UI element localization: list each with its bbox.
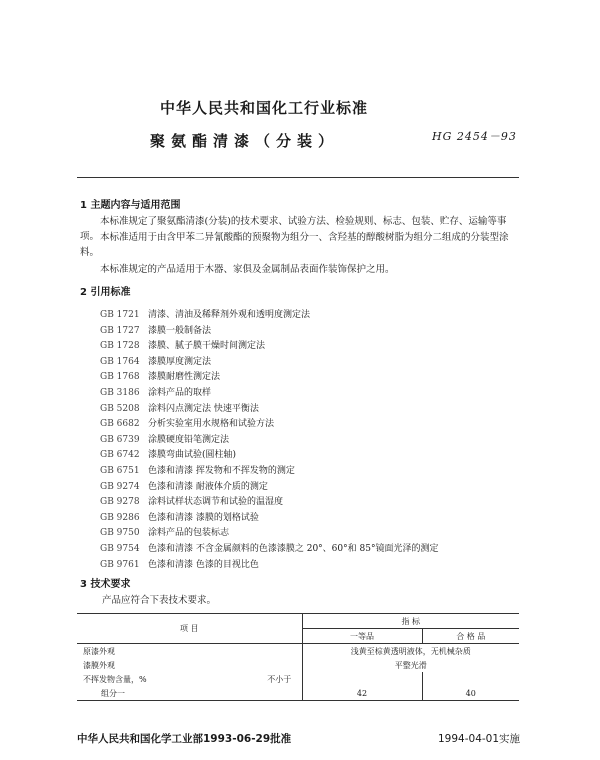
row-item: 原漆外观 [83, 646, 115, 656]
reference-item [100, 323, 211, 336]
reference-code: GB 6751 [100, 466, 140, 476]
section-2-heading: 2 引用标准 [80, 287, 131, 298]
reference-item [100, 354, 211, 367]
row-value [422, 672, 519, 686]
table-row [77, 644, 519, 659]
reference-item [100, 510, 259, 523]
reference-title: 色漆和清漆 不含金属颜料的色漆漆膜之 20°、60°和 85°镜面光泽的测定 [148, 544, 439, 554]
effective-date: 1994-04-01实施 [438, 733, 521, 745]
reference-title: 分析实验室用水规格和试验方法 [148, 419, 275, 430]
reference-code: GB 1727 [100, 325, 140, 336]
reference-item [100, 494, 283, 507]
reference-code: GB 9754 [100, 544, 140, 554]
header-qualified-grade: 合 格 品 [422, 629, 519, 644]
standard-code: HG 2454－93 [432, 130, 517, 143]
reference-title: 漆膜、腻子膜干燥时间测定法 [148, 341, 266, 352]
section-1-heading: 1 主题内容与适用范围 [80, 200, 181, 211]
table-row [77, 672, 519, 686]
reference-title: 涂料闪点测定法 快速平衡法 [148, 403, 259, 414]
reference-code: GB 9750 [100, 528, 140, 539]
header-index: 指 标 [302, 614, 519, 629]
reference-code: GB 5208 [100, 403, 140, 414]
row-value: 平整光滑 [302, 658, 519, 672]
row-value-first: 42 [302, 686, 422, 701]
reference-code: GB 9761 [100, 559, 140, 570]
technical-requirements-table [77, 613, 519, 701]
row-value [302, 672, 422, 686]
reference-title: 色漆和清漆 色漆的目视比色 [148, 559, 259, 570]
row-note: 不小于 [267, 674, 292, 684]
reference-item [100, 401, 259, 414]
reference-item [100, 447, 236, 460]
reference-item [100, 369, 220, 382]
reference-item [100, 463, 295, 476]
row-item: 漆膜外观 [83, 660, 115, 670]
section-1-paragraph: 本标准规定了聚氨酯清漆(分装)的技术要求、试验方法、检验规则、标志、包装、贮存、运输等事项。 [80, 216, 507, 242]
reference-item [100, 541, 438, 554]
reference-title: 清漆、清油及稀释剂外观和透明度测定法 [148, 310, 311, 320]
reference-title: 涂料试样状态调节和试验的温湿度 [148, 497, 284, 508]
reference-title: 漆膜一般制备法 [148, 325, 212, 336]
reference-code: GB 6682 [100, 419, 140, 430]
reference-code: GB 1764 [100, 356, 140, 367]
reference-title: 色漆和清漆 耐液体介质的测定 [148, 481, 268, 492]
reference-title: 漆膜耐磨性测定法 [148, 372, 221, 383]
reference-code: GB 1768 [100, 372, 140, 383]
reference-code: GB 6739 [100, 434, 140, 445]
reference-item [100, 385, 211, 398]
reference-code: GB 9278 [100, 497, 140, 508]
reference-item [100, 525, 229, 538]
table-row [77, 686, 519, 701]
reference-code: GB 6742 [100, 450, 140, 461]
section-3-heading: 3 技术要求 [80, 579, 131, 590]
reference-title: 色漆和清漆 挥发物和不挥发物的测定 [148, 466, 295, 476]
reference-title: 涂膜硬度铅笔测定法 [148, 434, 230, 445]
reference-item [100, 338, 265, 351]
row-item: 组分一 [77, 686, 302, 701]
row-value-qualified: 40 [422, 686, 519, 701]
header-rule [77, 177, 519, 178]
reference-title: 漆膜厚度测定法 [148, 356, 212, 367]
reference-code: GB 1728 [100, 341, 140, 352]
row-item: 不挥发物含量，% [83, 674, 147, 684]
section-3-intro: 产品应符合下表技术要求。 [102, 595, 217, 606]
reference-title: 涂料产品的包装标志 [148, 528, 230, 539]
reference-item [100, 557, 259, 570]
reference-item [100, 432, 229, 445]
reference-item [100, 479, 268, 492]
reference-title: 色漆和清漆 漆膜的划格试验 [148, 512, 259, 523]
document-title: 聚氨酯清漆（分装） [150, 132, 340, 150]
header-first-grade: 一等品 [302, 629, 422, 644]
table-row [77, 658, 519, 672]
section-1-paragraph: 本标准规定的产品适用于木器、家俱及金属制品表面作装饰保护之用。 [100, 264, 395, 275]
row-value: 浅黄至棕黄透明液体，无机械杂质 [302, 644, 519, 659]
reference-item [100, 416, 274, 429]
approval-line: 中华人民共和国化学工业部1993-06-29批准 [77, 733, 292, 745]
reference-title: 漆膜弯曲试验(圆柱轴) [148, 450, 237, 461]
reference-code: GB 9274 [100, 481, 140, 492]
reference-code: GB 9286 [100, 512, 140, 523]
reference-item [100, 307, 310, 320]
header-item: 项 目 [77, 614, 302, 644]
reference-code: GB 1721 [100, 310, 140, 320]
section-1-paragraph: 本标准适用于由含甲苯二异氰酸酯的预聚物为组分一、含羟基的醇酸树脂为组分二组成的分装型涂料。 [80, 232, 509, 258]
reference-code: GB 3186 [100, 388, 140, 398]
standard-category: 中华人民共和国化工行业标准 [160, 99, 369, 117]
reference-title: 涂料产品的取样 [148, 388, 212, 398]
